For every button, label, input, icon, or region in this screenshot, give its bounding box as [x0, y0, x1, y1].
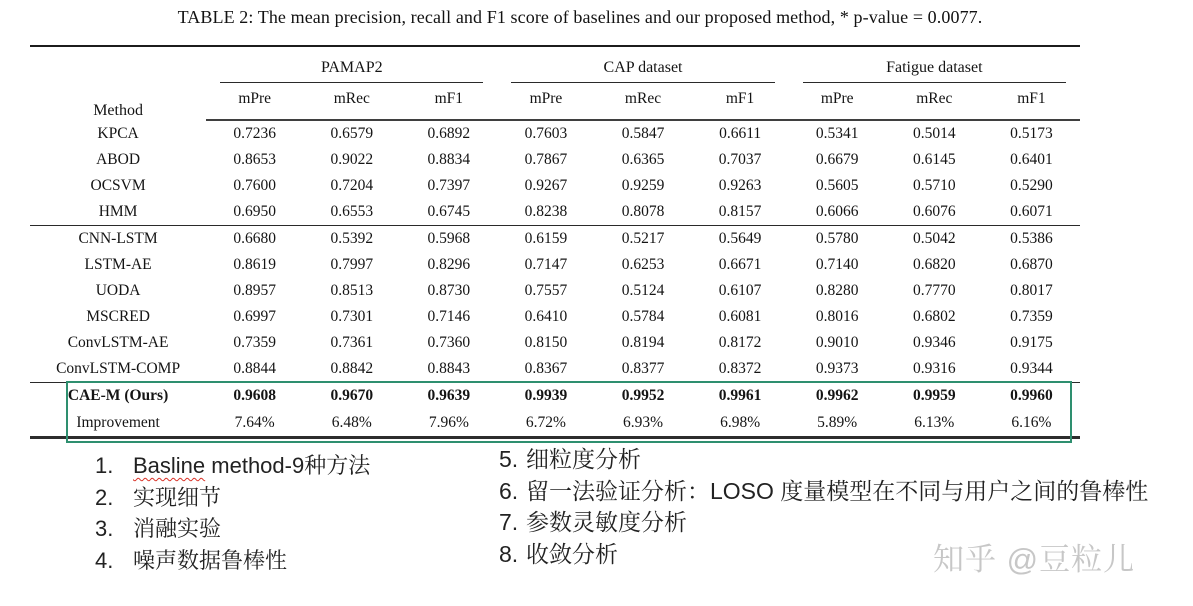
method-cell: ABOD [96, 151, 141, 168]
value-cell: 0.6076 [912, 203, 956, 220]
value-cell: 0.7236 [233, 125, 276, 142]
value-cell: 0.9259 [621, 177, 665, 194]
value-cell: 0.7997 [330, 256, 374, 273]
header-group-row [30, 46, 1080, 83]
note-item [95, 450, 370, 482]
value-cell: 0.9959 [886, 383, 983, 410]
note-number: 4. [95, 547, 114, 573]
table-row [30, 383, 1080, 410]
value-cell: 6.72% [525, 413, 566, 431]
value-cell: 0.8017 [1010, 282, 1053, 299]
note-number: 3. [95, 516, 114, 542]
table-row [30, 330, 1080, 356]
value-cell: 0.8194 [621, 334, 665, 351]
note-text: Basline method-9种方法 [133, 453, 371, 478]
note-item [95, 482, 370, 514]
note-item [499, 476, 1148, 508]
value-cell: 0.9175 [1010, 334, 1053, 351]
note-text: 细粒度分析 [526, 446, 641, 472]
note-text: 实现细节 [133, 484, 222, 510]
value-cell: 0.6145 [912, 151, 956, 168]
value-cell: 0.8016 [815, 308, 859, 325]
value-cell: 0.5392 [303, 226, 400, 253]
value-cell: 0.7359 [233, 334, 276, 351]
value-cell: 0.6679 [815, 151, 859, 168]
value-cell: 0.9316 [912, 360, 956, 377]
value-cell: 0.5014 [912, 125, 956, 142]
col-header-mpre: mPre [789, 83, 886, 120]
value-cell: 6.48% [331, 413, 372, 431]
value-cell: 0.9022 [330, 151, 374, 168]
value-cell: 0.5780 [789, 226, 886, 253]
note-text: 留一法验证分析：LOSO 度量模型在不同与用户之间的鲁棒性 [526, 477, 1149, 504]
value-cell: 0.5124 [621, 282, 665, 299]
value-cell: 0.7600 [233, 177, 276, 194]
note-number: 8. [499, 540, 519, 567]
value-cell: 0.6253 [621, 256, 665, 273]
col-header-method: Method [93, 102, 143, 119]
note-number: 1. [95, 453, 114, 478]
value-cell: 0.8172 [718, 334, 762, 351]
table-row [30, 278, 1080, 304]
value-cell: 0.6410 [524, 308, 568, 325]
method-cell: LSTM-AE [84, 256, 152, 273]
value-cell: 0.6401 [1010, 151, 1053, 168]
value-cell: 0.8372 [718, 360, 762, 377]
value-cell: 6.98% [720, 413, 761, 431]
value-cell: 0.9010 [815, 334, 859, 351]
note-item [95, 513, 370, 545]
value-cell: 0.6680 [206, 226, 303, 253]
value-cell: 0.8844 [233, 360, 276, 377]
value-cell: 0.7146 [427, 308, 471, 325]
method-cell: MSCRED [86, 308, 150, 325]
value-cell: 0.5649 [692, 226, 789, 253]
col-header-mrec: mRec [303, 83, 400, 120]
value-cell: 0.5290 [1010, 177, 1053, 194]
value-cell: 0.7037 [718, 151, 762, 168]
value-cell: 0.6159 [497, 226, 594, 253]
note-text: 参数灵敏度分析 [526, 509, 687, 536]
method-cell: ConvLSTM-AE [67, 334, 169, 351]
value-cell: 0.6950 [233, 203, 276, 220]
value-cell: 0.7140 [815, 256, 859, 273]
value-cell: 0.7603 [524, 125, 568, 142]
value-cell: 7.96% [428, 413, 469, 431]
col-header-mrec: mRec [886, 83, 983, 120]
value-cell: 0.5968 [400, 226, 497, 253]
value-cell: 0.9960 [983, 383, 1080, 410]
value-cell: 0.9952 [594, 383, 691, 410]
value-cell: 0.9961 [692, 383, 789, 410]
value-cell: 0.6066 [815, 203, 859, 220]
value-cell: 0.9267 [524, 177, 568, 194]
value-cell: 0.9373 [815, 360, 859, 377]
col-header-mf1: mF1 [983, 83, 1080, 120]
value-cell: 0.9962 [789, 383, 886, 410]
col-header-mpre: mPre [497, 83, 594, 120]
note-number: 2. [95, 484, 114, 510]
method-cell: KPCA [97, 124, 139, 142]
group-header-fatigue-dataset: Fatigue dataset [789, 46, 1080, 83]
value-cell: 0.7359 [1010, 308, 1053, 325]
method-cell: CAE-M (Ours) [30, 383, 206, 410]
value-cell: 0.8513 [330, 282, 374, 299]
value-cell: 6.13% [914, 413, 955, 431]
value-cell: 0.8842 [330, 360, 374, 377]
method-cell: OCSVM [90, 177, 146, 194]
group-header-pamap2: PAMAP2 [206, 46, 497, 83]
value-cell: 0.6745 [427, 203, 471, 220]
table-caption: TABLE 2: The mean precision, recall and F1 score of baselines and our proposed method, * p-value = 0.0077. [177, 7, 983, 27]
value-cell: 0.8843 [427, 360, 471, 377]
value-cell: 0.8377 [621, 360, 665, 377]
value-cell: 0.9939 [497, 383, 594, 410]
value-cell: 0.5784 [621, 308, 665, 325]
value-cell: 0.6611 [719, 125, 762, 142]
table-row [30, 356, 1080, 383]
value-cell: 0.8619 [233, 256, 276, 273]
value-cell: 0.8238 [524, 203, 568, 220]
value-cell: 0.8653 [233, 151, 276, 168]
value-cell: 0.6081 [718, 308, 762, 325]
table-row [30, 252, 1080, 278]
table-row [30, 199, 1080, 226]
method-cell: CNN-LSTM [30, 226, 206, 253]
value-cell: 0.7867 [524, 151, 568, 168]
col-header-mf1: mF1 [400, 83, 497, 120]
note-number: 5. [499, 446, 519, 472]
note-text: 消融实验 [133, 516, 222, 542]
method-cell: HMM [98, 203, 138, 220]
value-cell: 0.9263 [718, 177, 762, 194]
value-cell: 0.7361 [330, 334, 374, 351]
note-number: 7. [499, 509, 519, 536]
value-cell: 0.8957 [233, 282, 276, 299]
value-cell: 0.6892 [427, 125, 471, 142]
value-cell: 0.6820 [912, 256, 956, 273]
method-cell: Improvement [76, 413, 160, 431]
value-cell: 0.6870 [1010, 256, 1053, 273]
note-text: 收敛分析 [526, 540, 618, 567]
method-cell: ConvLSTM-COMP [56, 360, 181, 377]
value-cell: 0.5341 [815, 125, 859, 142]
value-cell: 0.6579 [330, 125, 374, 142]
value-cell: 0.5217 [594, 226, 691, 253]
table-row [30, 226, 1080, 253]
table-row [30, 173, 1080, 199]
table-row [30, 304, 1080, 330]
col-header-mrec: mRec [594, 83, 691, 120]
note-text: 噪声数据鲁棒性 [133, 547, 288, 573]
value-cell: 0.8150 [524, 334, 568, 351]
value-cell: 0.8296 [427, 256, 471, 273]
value-cell: 0.9670 [303, 383, 400, 410]
note-item [95, 545, 370, 577]
value-cell: 0.9608 [206, 383, 303, 410]
value-cell: 0.5042 [886, 226, 983, 253]
col-header-mpre: mPre [206, 83, 303, 120]
value-cell: 0.7204 [330, 177, 374, 194]
method-cell: UODA [95, 282, 141, 299]
value-cell: 0.8730 [427, 282, 471, 299]
value-cell: 0.7770 [912, 282, 956, 299]
value-cell: 0.7397 [427, 177, 471, 194]
value-cell: 0.6365 [621, 151, 665, 168]
value-cell: 0.8367 [524, 360, 568, 377]
value-cell: 0.6997 [233, 308, 276, 325]
group-header-cap-dataset: CAP dataset [497, 46, 788, 83]
value-cell: 0.8834 [427, 151, 471, 168]
value-cell: 0.6671 [718, 256, 762, 273]
value-cell: 0.5386 [983, 226, 1080, 253]
watermark: 知乎 @豆粒儿 [933, 542, 1136, 577]
misspelled-word: Basline [133, 453, 206, 478]
value-cell: 7.64% [234, 413, 275, 431]
value-cell: 0.9344 [1010, 360, 1053, 377]
value-cell: 0.5847 [621, 125, 665, 142]
table-row [30, 120, 1080, 147]
value-cell: 0.5710 [912, 177, 956, 194]
value-cell: 5.89% [817, 413, 858, 431]
notes-list-left [95, 450, 370, 576]
table-row [30, 147, 1080, 173]
value-cell: 0.8157 [718, 203, 762, 220]
value-cell: 0.5173 [1010, 125, 1053, 142]
value-cell: 0.6553 [330, 203, 374, 220]
col-header-mf1: mF1 [692, 83, 789, 120]
table-row [30, 410, 1080, 438]
value-cell: 0.8280 [815, 282, 859, 299]
results-table [30, 45, 1080, 439]
value-cell: 0.8078 [621, 203, 665, 220]
value-cell: 0.6071 [1010, 203, 1053, 220]
note-number: 6. [499, 477, 519, 504]
value-cell: 0.9639 [400, 383, 497, 410]
value-cell: 0.9346 [912, 334, 956, 351]
note-item [499, 444, 1148, 476]
value-cell: 6.93% [622, 413, 664, 431]
value-cell: 0.6802 [912, 308, 956, 325]
value-cell: 0.7360 [427, 334, 471, 351]
value-cell: 0.7557 [524, 282, 568, 299]
value-cell: 6.16% [1011, 413, 1052, 431]
value-cell: 0.7147 [524, 256, 568, 273]
value-cell: 0.7301 [330, 308, 374, 325]
value-cell: 0.6107 [718, 282, 762, 299]
value-cell: 0.5605 [815, 177, 859, 194]
